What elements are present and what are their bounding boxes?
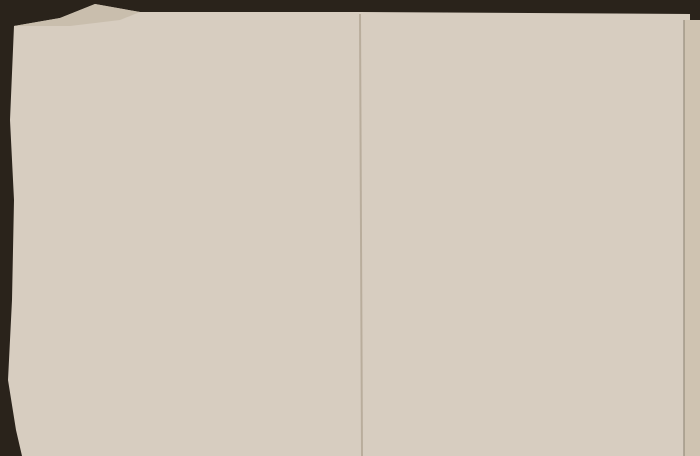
next-sheet-edge: [684, 20, 700, 456]
paper-sheet: [8, 4, 690, 456]
